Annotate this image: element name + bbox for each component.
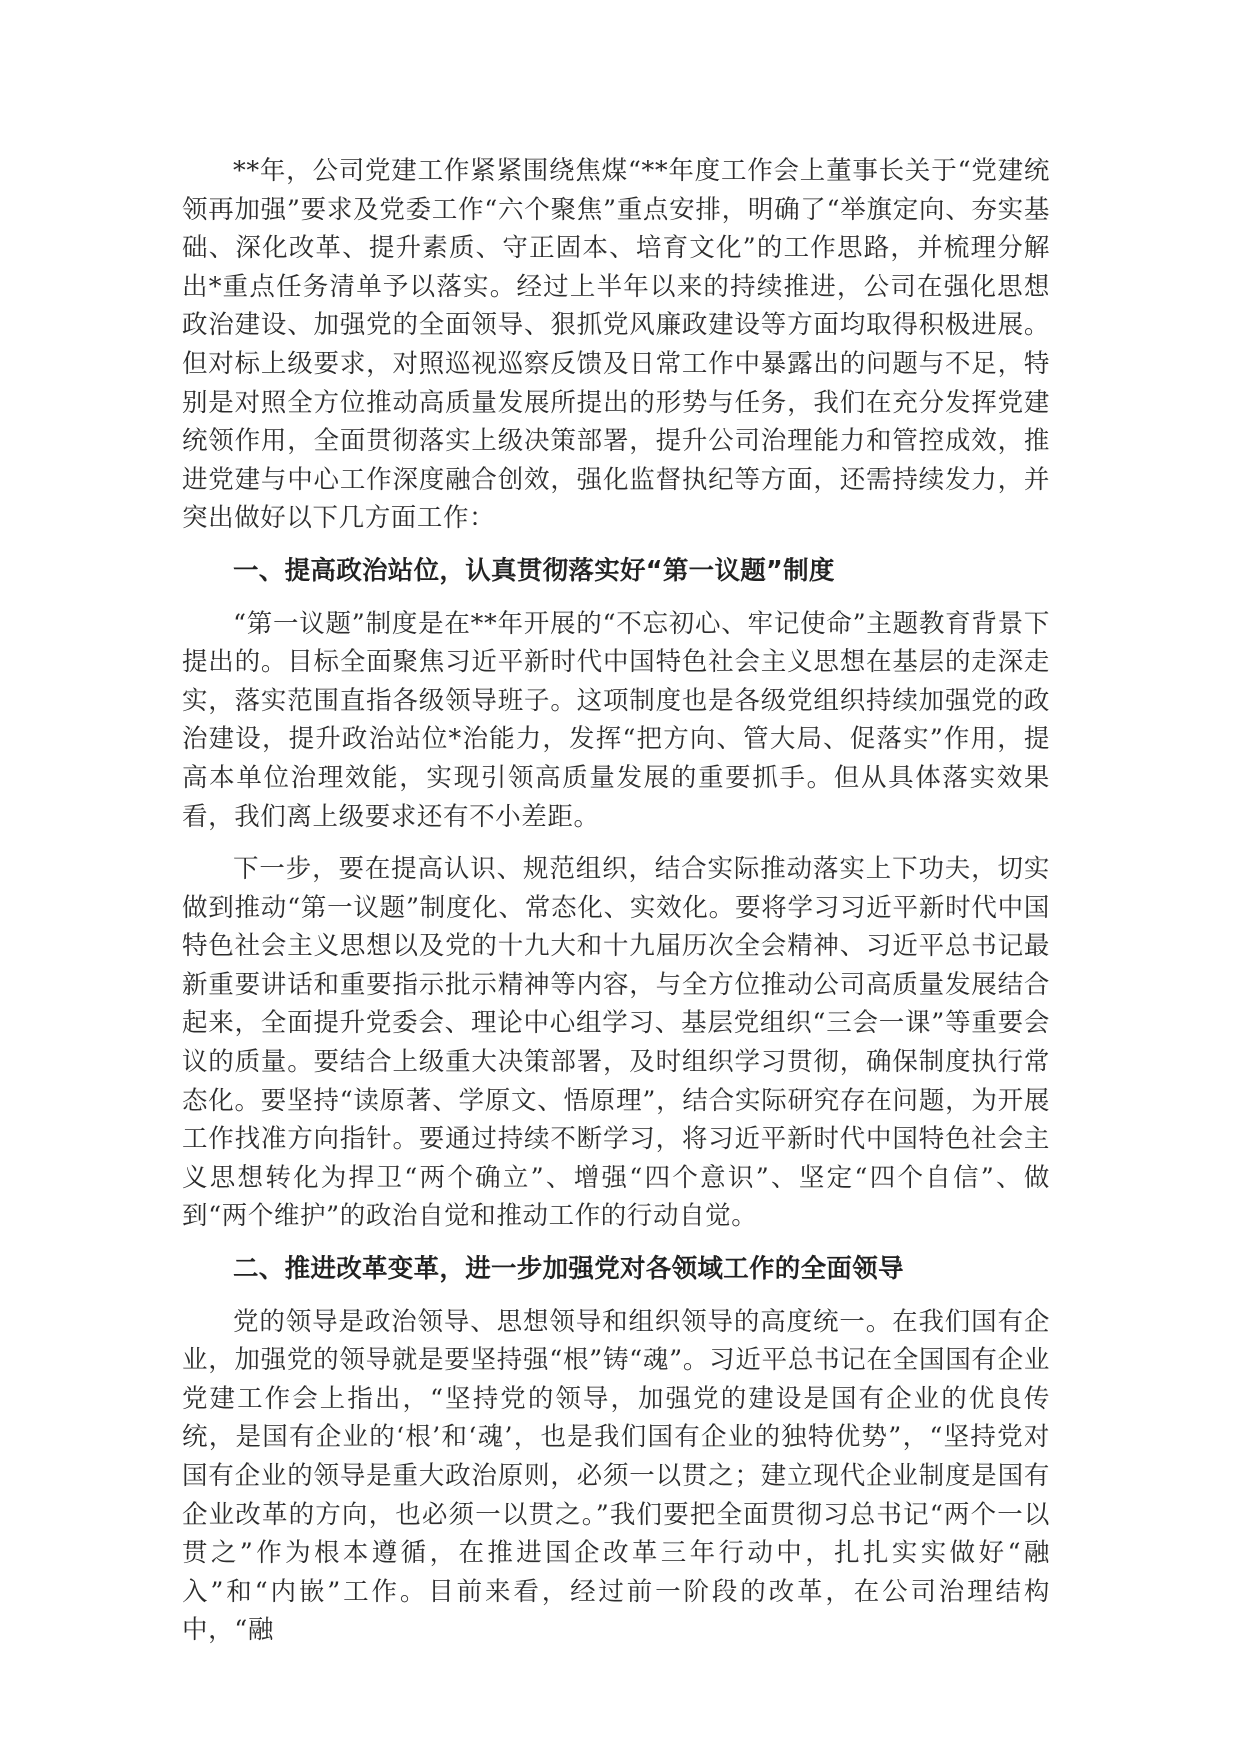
section-heading-2: 二、推进改革变革，进一步加强党对各领域工作的全面领导	[233, 1254, 904, 1285]
intro-paragraph: **年，公司党建工作紧紧围绕焦煤“**年度工作会上董事长关于“党建统领再加强”要求及党委工作“六个聚焦”重点安排，明确了“举旗定向、夯实基础、深化改革、提升素质、守正固本、培育文化”的工作思路，并梳理分解出*重点任务清单予以落实。经过上半年以来的持续推进，公司在强化思想政治建设、加强党的全面领导、狠抓党风廉政建设等方面均取得积极进展。但对标上级要求，对照巡视巡察反馈及日常工作中暴露出的问题与不足，特别是对照全方位推动高质量发展所提出的形势与任务，我们在充分发挥党建统领作用，全面贯彻落实上级决策部署，提升公司治理能力和管控成效，推进党建与中心工作深度融合创效，强化监督执纪等方面，还需持续发力，并突出做好以下几方面工作：	[182, 156, 1050, 534]
section-2-paragraph-1: 党的领导是政治领导、思想领导和组织领导的高度统一。在我们国有企业，加强党的领导就是要坚持强“根”铸“魂”。习近平总书记在全国国有企业党建工作会上指出，“坚持党的领导，加强党的建设是国有企业的优良传统，是国有企业的‘根’和‘魂’，也是我们国有企业的独特优势”，“坚持党对国有企业的领导是重大政治原则，必须一以贯之；建立现代企业制度是国有企业改革的方向，也必须一以贯之。”我们要把全面贯彻习总书记“两个一以贯之”作为根本遵循，在推进国企改革三年行动中，扎扎实实做好“融入”和“内嵌”工作。目前来看，经过前一阶段的改革，在公司治理结构中，“融	[182, 1306, 1050, 1646]
section-1-paragraph-2: 下一步，要在提高认识、规范组织，结合实际推动落实上下功夫，切实做到推动“第一议题”制度化、常态化、实效化。要将学习习近平新时代中国特色社会主义思想以及党的十九大和十九届历次全会精神、习近平总书记最新重要讲话和重要指示批示精神等内容，与全方位推动公司高质量发展结合起来，全面提升党委会、理论中心组学习、基层党组织“三会一课”等重要会议的质量。要结合上级重大决策部署，及时组织学习贯彻，确保制度执行常态化。要坚持“读原著、学原文、悟原理”，结合实际研究存在问题，为开展工作找准方向指针。要通过持续不断学习，将习近平新时代中国特色社会主义思想转化为捍卫“两个确立”、增强“四个意识”、坚定“四个自信”、做到“两个维护”的政治自觉和推动工作的行动自觉。	[182, 854, 1050, 1232]
document-page	[182, 152, 1050, 1650]
section-heading-1: 一、提高政治站位，认真贯彻落实好“第一议题”制度	[233, 555, 835, 586]
section-1-paragraph-1: “第一议题”制度是在**年开展的“不忘初心、牢记使命”主题教育背景下提出的。目标全面聚焦习近平新时代中国特色社会主义思想在基层的走深走实，落实范围直指各级领导班子。这项制度也是各级党组织持续加强党的政治建设，提升政治站位*治能力，发挥“把方向、管大局、促落实”作用，提高本单位治理效能，实现引领高质量发展的重要抓手。但从具体落实效果看，我们离上级要求还有不小差距。	[182, 608, 1050, 832]
